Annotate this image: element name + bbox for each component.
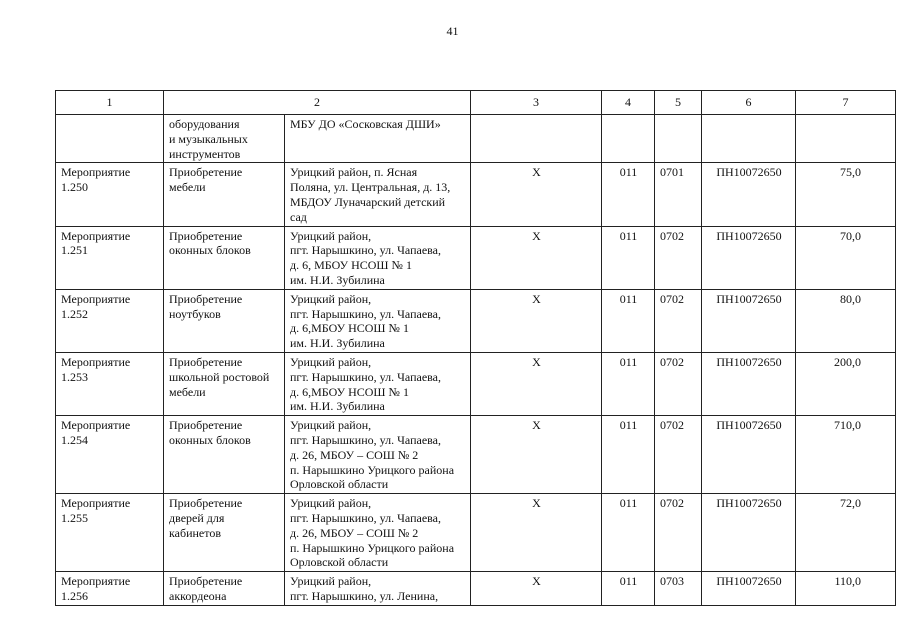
col3-cell: Х	[471, 416, 602, 494]
address-text: им. Н.И. Зубилина	[290, 399, 385, 414]
activity-label: Мероприятие	[61, 574, 131, 589]
col6-cell: ПН10072650	[702, 494, 796, 572]
activity-label: 1.253	[61, 369, 88, 384]
address-cell	[285, 163, 471, 226]
page-number: 41	[446, 24, 459, 38]
address-text: Урицкий район, п. Ясная	[290, 165, 418, 180]
budget-table	[55, 90, 896, 606]
activity-label: Мероприятие	[61, 496, 131, 511]
activity-cell	[56, 572, 164, 606]
address-cell	[285, 416, 471, 494]
header-cell-1: 1	[56, 91, 164, 115]
address-cell	[285, 226, 471, 289]
activity-label: 1.254	[61, 432, 88, 447]
address-cell	[285, 352, 471, 415]
address-text: п. Нарышкино Урицкого района	[290, 540, 455, 555]
item-text: оконных блоков	[169, 243, 251, 258]
col3-cell: Х	[471, 289, 602, 352]
col6-cell: ПН10072650	[702, 226, 796, 289]
col4-cell: 011	[602, 572, 655, 606]
table-row	[56, 289, 896, 352]
address-text: Орловской области	[290, 555, 389, 570]
table-row	[56, 226, 896, 289]
activity-cell	[56, 416, 164, 494]
address-text: Урицкий район,	[290, 418, 372, 433]
item-text: аккордеона	[169, 588, 227, 603]
item-cell	[164, 163, 285, 226]
item-text: Приобретение	[169, 291, 243, 306]
address-text: Поляна, ул. Центральная, д. 13,	[290, 180, 451, 195]
item-text: Приобретение	[169, 496, 243, 511]
col4-cell: 011	[602, 416, 655, 494]
activity-label: 1.256	[61, 588, 88, 603]
address-text: д. 6, МБОУ НСОШ № 1	[290, 258, 412, 273]
amount-cell: 110,0	[796, 572, 896, 606]
item-text: мебели	[169, 180, 206, 195]
col3-cell: Х	[471, 572, 602, 606]
header-cell-3: 3	[471, 91, 602, 115]
address-text: д. 26, МБОУ – СОШ № 2	[290, 525, 419, 540]
activity-label: Мероприятие	[61, 228, 131, 243]
col5-cell: 0702	[655, 416, 702, 494]
amount-cell: 80,0	[796, 289, 896, 352]
col4-cell: 011	[602, 494, 655, 572]
col4-cell: 011	[602, 163, 655, 226]
address-text: пгт. Нарышкино, ул. Чапаева,	[290, 510, 441, 525]
col5-cell: 0702	[655, 352, 702, 415]
address-cell	[285, 572, 471, 606]
item-text: школьной ростовой	[169, 369, 270, 384]
col4-cell: 011	[602, 289, 655, 352]
item-text: мебели	[169, 384, 206, 399]
activity-label: 1.252	[61, 306, 88, 321]
item-text: Приобретение	[169, 165, 243, 180]
item-text: дверей для	[169, 510, 225, 525]
item-text: ноутбуков	[169, 306, 221, 321]
address-text: МБДОУ Луначарский детский	[290, 194, 446, 209]
amount-cell: 72,0	[796, 494, 896, 572]
address-text: пгт. Нарышкино, ул. Чапаева,	[290, 243, 441, 258]
table-row	[56, 416, 896, 494]
activity-label: Мероприятие	[61, 165, 131, 180]
col6-cell: ПН10072650	[702, 289, 796, 352]
address-text: им. Н.И. Зубилина	[290, 336, 385, 351]
address-text: МБУ ДО «Сосковская ДШИ»	[290, 117, 441, 131]
table-row	[56, 494, 896, 572]
table-row	[56, 352, 896, 415]
activity-label: 1.251	[61, 243, 88, 258]
address-text: Урицкий район,	[290, 291, 372, 306]
item-cell	[164, 572, 285, 606]
activity-cell	[56, 163, 164, 226]
activity-cell	[56, 494, 164, 572]
activity-cell	[56, 115, 164, 163]
activity-label: Мероприятие	[61, 418, 131, 433]
activity-cell	[56, 352, 164, 415]
col3-cell: Х	[471, 226, 602, 289]
activity-cell	[56, 289, 164, 352]
table-header-row	[56, 91, 896, 115]
address-text: пгт. Нарышкино, ул. Чапаева,	[290, 432, 441, 447]
address-text: им. Н.И. Зубилина	[290, 272, 385, 287]
table-row	[56, 572, 896, 606]
col4-cell	[602, 115, 655, 163]
address-cell	[285, 115, 471, 163]
address-text: п. Нарышкино Урицкого района	[290, 462, 455, 477]
col6-cell: ПН10072650	[702, 163, 796, 226]
item-text: инструментов	[169, 146, 241, 161]
table-row	[56, 163, 896, 226]
col3-cell: Х	[471, 163, 602, 226]
activity-label: 1.255	[61, 510, 88, 525]
item-cell	[164, 352, 285, 415]
address-text: Урицкий район,	[290, 496, 372, 511]
header-cell-6: 6	[702, 91, 796, 115]
amount-cell: 710,0	[796, 416, 896, 494]
col5-cell: 0701	[655, 163, 702, 226]
address-text: д. 6,МБОУ НСОШ № 1	[290, 321, 409, 336]
header-cell-7: 7	[796, 91, 896, 115]
col3-cell: Х	[471, 494, 602, 572]
header-cell-5: 5	[655, 91, 702, 115]
address-text: пгт. Нарышкино, ул. Чапаева,	[290, 369, 441, 384]
col6-cell: ПН10072650	[702, 572, 796, 606]
col5-cell: 0702	[655, 494, 702, 572]
header-cell-4: 4	[602, 91, 655, 115]
item-text: Приобретение	[169, 228, 243, 243]
address-text: пгт. Нарышкино, ул. Ленина,	[290, 588, 439, 603]
item-text: Приобретение	[169, 354, 243, 369]
address-cell	[285, 289, 471, 352]
col6-cell: ПН10072650	[702, 416, 796, 494]
item-cell	[164, 226, 285, 289]
address-text: сад	[290, 209, 307, 224]
address-text: д. 6,МБОУ НСОШ № 1	[290, 384, 409, 399]
activity-cell	[56, 226, 164, 289]
amount-cell: 75,0	[796, 163, 896, 226]
item-text: оборудования	[169, 117, 240, 131]
address-text: д. 26, МБОУ – СОШ № 2	[290, 447, 419, 462]
col3-cell	[471, 115, 602, 163]
header-cell-2: 2	[164, 91, 471, 115]
address-text: Орловской области	[290, 477, 389, 492]
item-text: Приобретение	[169, 418, 243, 433]
col6-cell: ПН10072650	[702, 352, 796, 415]
item-cell	[164, 115, 285, 163]
address-text: Урицкий район,	[290, 228, 372, 243]
activity-label: 1.250	[61, 180, 88, 195]
col5-cell: 0703	[655, 572, 702, 606]
amount-cell: 200,0	[796, 352, 896, 415]
amount-cell	[796, 115, 896, 163]
item-cell	[164, 416, 285, 494]
activity-label: Мероприятие	[61, 291, 131, 306]
table-row	[56, 115, 896, 163]
address-text: пгт. Нарышкино, ул. Чапаева,	[290, 306, 441, 321]
item-text: Приобретение	[169, 574, 243, 589]
item-text: кабинетов	[169, 525, 222, 540]
col6-cell	[702, 115, 796, 163]
address-cell	[285, 494, 471, 572]
item-text: оконных блоков	[169, 432, 251, 447]
item-text: и музыкальных	[169, 131, 248, 146]
col5-cell	[655, 115, 702, 163]
amount-cell: 70,0	[796, 226, 896, 289]
item-cell	[164, 494, 285, 572]
col5-cell: 0702	[655, 226, 702, 289]
col4-cell: 011	[602, 352, 655, 415]
col3-cell: Х	[471, 352, 602, 415]
activity-label: Мероприятие	[61, 354, 131, 369]
address-text: Урицкий район,	[290, 574, 372, 589]
table-body	[56, 115, 896, 606]
item-cell	[164, 289, 285, 352]
col5-cell: 0702	[655, 289, 702, 352]
address-text: Урицкий район,	[290, 354, 372, 369]
col4-cell: 011	[602, 226, 655, 289]
